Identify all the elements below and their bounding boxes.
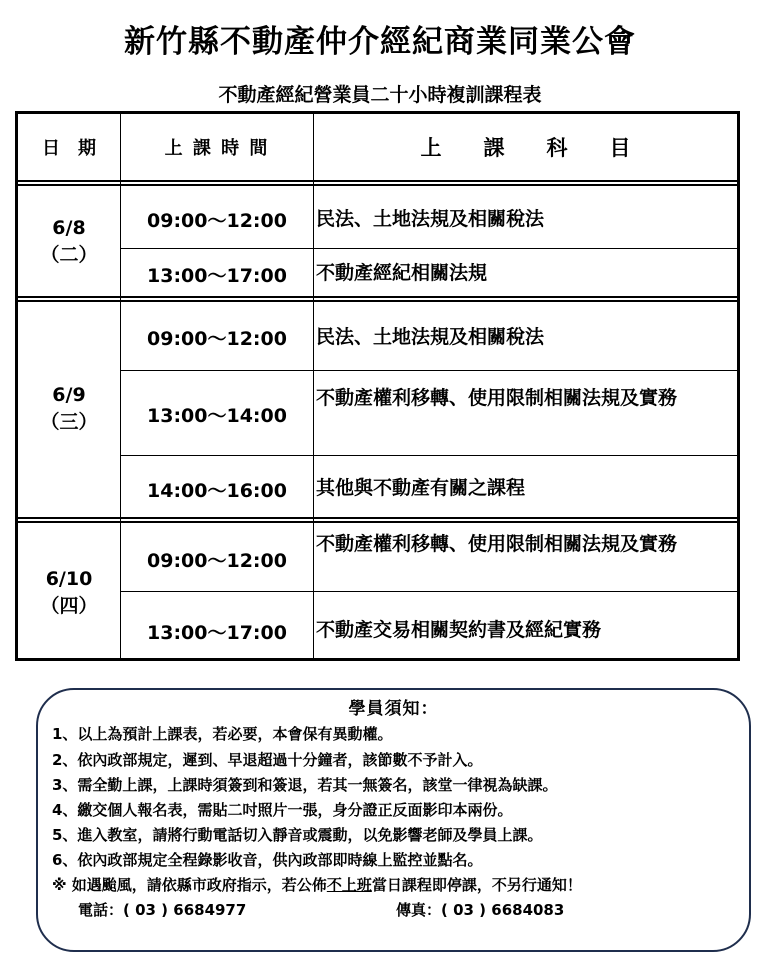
subject-cell: 不動產權利移轉、使用限制相關法規及實務	[316, 387, 678, 409]
phone-number: 電話：( 03 ) 6684977	[78, 901, 247, 919]
row-separator	[121, 370, 737, 371]
group-separator	[18, 180, 737, 182]
date-label: 6/9	[52, 384, 86, 406]
subject-cell: 不動產權利移轉、使用限制相關法規及實務	[316, 533, 678, 555]
time-cell: 13:00～17:00	[147, 622, 287, 644]
group-separator	[18, 521, 737, 523]
header-date: 日 期	[42, 138, 96, 159]
document-subtitle: 不動產經紀營業員二十小時複訓課程表	[218, 84, 542, 106]
date-label: 6/8	[52, 217, 86, 239]
row-separator	[121, 591, 737, 592]
date-label: 6/10	[45, 568, 93, 590]
subject-cell: 不動產經紀相關法規	[316, 262, 488, 284]
column-divider	[120, 114, 121, 658]
notice-item: 4、繳交個人報名表，需貼二吋照片一張，身分證正反面影印本兩份。	[52, 801, 513, 819]
notice-item: 2、依內政部規定，遲到、早退超過十分鐘者，該節數不予計入。	[52, 751, 483, 769]
time-cell: 14:00～16:00	[147, 480, 287, 502]
schedule-table	[15, 111, 740, 661]
time-cell: 13:00～17:00	[147, 265, 287, 287]
weekday-label: （二）	[40, 244, 98, 266]
notice-item: 3、需全勤上課，上課時須簽到和簽退，若其一無簽名，該堂一律視為缺課。	[52, 776, 558, 794]
notice-title: 學員須知：	[348, 699, 439, 719]
notice-item: 6、依內政部規定全程錄影收音，供內政部即時線上監控並點名。	[52, 851, 483, 869]
group-separator	[18, 517, 737, 519]
weekday-label: （四）	[40, 595, 98, 617]
weekday-label: （三）	[40, 411, 98, 433]
group-separator	[18, 300, 737, 302]
column-divider	[313, 114, 314, 658]
row-separator	[121, 455, 737, 456]
typhoon-suffix: 當日課程即停課，不另行通知！	[371, 876, 582, 894]
header-time: 上 課 時 間	[164, 138, 270, 159]
date-cell-day1	[18, 215, 120, 269]
typhoon-underlined: 不上班	[326, 876, 372, 894]
date-cell-day2	[18, 382, 120, 436]
subject-cell: 其他與不動產有關之課程	[316, 477, 526, 499]
row-separator	[121, 248, 737, 249]
time-cell: 09:00～12:00	[147, 328, 287, 350]
subject-cell: 民法、土地法規及相關稅法	[316, 208, 545, 230]
time-cell: 09:00～12:00	[147, 210, 287, 232]
typhoon-prefix: ※ 如遇颱風，請依縣市政府指示，若公佈	[52, 876, 327, 894]
header-subject: 上 課 科 目	[420, 136, 631, 160]
document-title: 新竹縣不動產仲介經紀商業同業公會	[124, 24, 636, 60]
time-cell: 13:00～14:00	[147, 405, 287, 427]
time-cell: 09:00～12:00	[147, 550, 287, 572]
group-separator	[18, 296, 737, 298]
group-separator	[18, 184, 737, 186]
notice-item: 1、以上為預計上課表，若必要，本會保有異動權。	[52, 725, 393, 743]
notice-item: 5、進入教室，請將行動電話切入靜音或震動，以免影響老師及學員上課。	[52, 826, 543, 844]
notice-box	[36, 688, 751, 952]
date-cell-day3	[18, 566, 120, 620]
subject-cell: 民法、土地法規及相關稅法	[316, 326, 545, 348]
fax-number: 傳真：( 03 ) 6684083	[396, 901, 565, 919]
subject-cell: 不動產交易相關契約書及經紀實務	[316, 619, 602, 641]
typhoon-notice	[52, 874, 582, 895]
